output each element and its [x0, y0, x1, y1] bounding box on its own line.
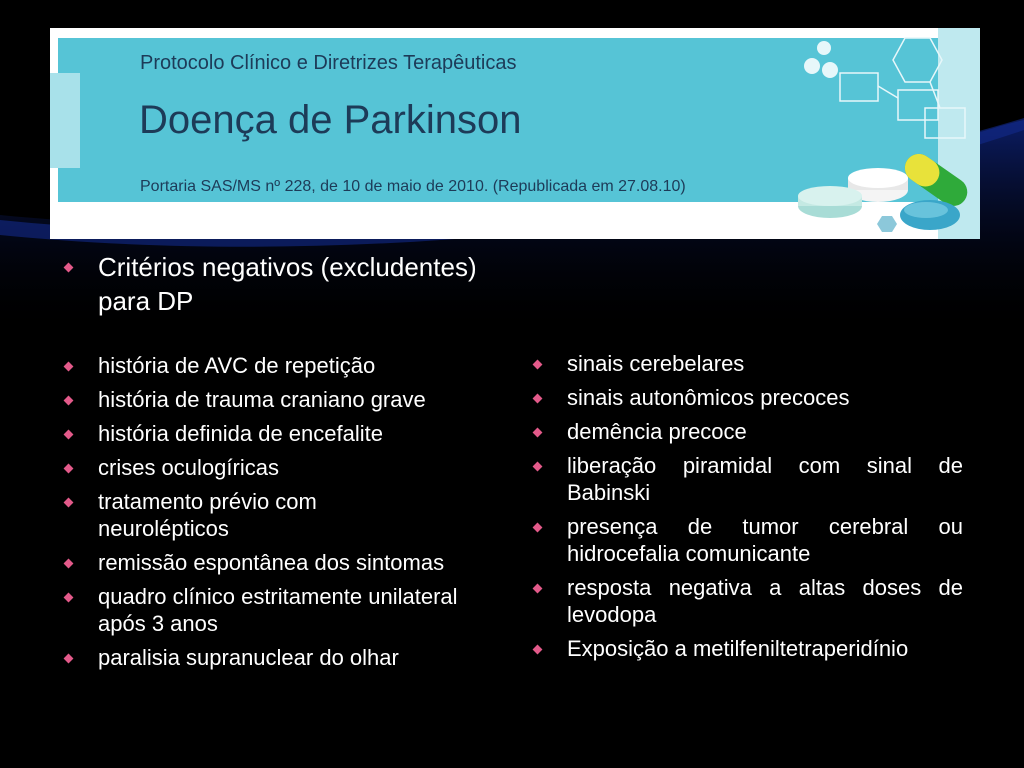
diamond-bullet-icon: [533, 360, 543, 370]
list-item: [529, 384, 963, 411]
list-item-label: liberação piramidal com sinal de Babinski: [567, 453, 963, 505]
list-item-label: história de trauma craniano grave: [98, 387, 426, 412]
list-item-label: sinais autonômicos precoces: [567, 385, 850, 410]
banner-portaria: Portaria SAS/MS nº 228, de 10 de maio de 2010. (Republicada em 27.08.10): [140, 178, 686, 195]
diamond-bullet-icon: [64, 396, 74, 406]
list-item: [60, 420, 510, 447]
diamond-bullet-icon: [533, 462, 543, 472]
banner-left-tab: [50, 73, 80, 168]
list-item: [60, 352, 510, 379]
list-item-label: quadro clínico estritamente unilateral após 3 anos: [98, 584, 458, 636]
pills-molecule-illustration: [790, 28, 980, 239]
list-item: [529, 418, 963, 445]
diamond-bullet-icon: [64, 263, 74, 273]
diamond-bullet-icon: [64, 464, 74, 474]
diamond-bullet-icon: [64, 593, 74, 603]
list-item-label: presença de tumor cerebral ou hidrocefalia comunicante: [567, 514, 963, 566]
banner-subtitle: Protocolo Clínico e Diretrizes Terapêuticas: [140, 52, 517, 74]
criteria-heading: [60, 250, 480, 318]
header-banner: [50, 28, 980, 239]
list-item-label: história definida de encefalite: [98, 421, 383, 446]
list-item: [60, 549, 458, 576]
list-item: [529, 513, 963, 567]
heading-label: Critérios negativos (excludentes) para DP: [98, 252, 477, 316]
diamond-bullet-icon: [64, 430, 74, 440]
list-item-label: crises oculogíricas: [98, 455, 279, 480]
right-criteria-list: [529, 350, 963, 669]
left-criteria-list: [60, 352, 510, 678]
list-item: [60, 454, 510, 481]
list-item-label: Exposição a metilfeniltetraperidínio: [567, 636, 909, 661]
diamond-bullet-icon: [64, 498, 74, 508]
list-item-label: resposta negativa a altas doses de levodopa: [567, 575, 963, 627]
list-item-label: remissão espontânea dos sintomas: [98, 550, 445, 575]
banner-title: Doença de Parkinson: [139, 98, 522, 142]
diamond-bullet-icon: [533, 584, 543, 594]
diamond-bullet-icon: [533, 394, 543, 404]
diamond-bullet-icon: [64, 559, 74, 569]
list-item-label: história de AVC de repetição: [98, 353, 376, 378]
list-item-label: demência precoce: [567, 419, 747, 444]
diamond-bullet-icon: [533, 523, 543, 533]
diamond-bullet-icon: [533, 428, 543, 438]
list-item: [60, 644, 510, 671]
list-item: [529, 452, 963, 506]
list-item: [60, 583, 478, 637]
heading-item: [60, 250, 480, 318]
list-item: [529, 350, 963, 377]
list-item: [529, 574, 963, 628]
list-item-label: sinais cerebelares: [567, 351, 745, 376]
list-item: [60, 386, 510, 413]
list-item-label: tratamento prévio com neurolépticos: [98, 489, 317, 541]
list-item: [529, 635, 963, 662]
diamond-bullet-icon: [64, 654, 74, 664]
list-item: [60, 488, 428, 542]
list-item-label: paralisia supranuclear do olhar: [98, 645, 399, 670]
diamond-bullet-icon: [64, 362, 74, 372]
diamond-bullet-icon: [533, 645, 543, 655]
